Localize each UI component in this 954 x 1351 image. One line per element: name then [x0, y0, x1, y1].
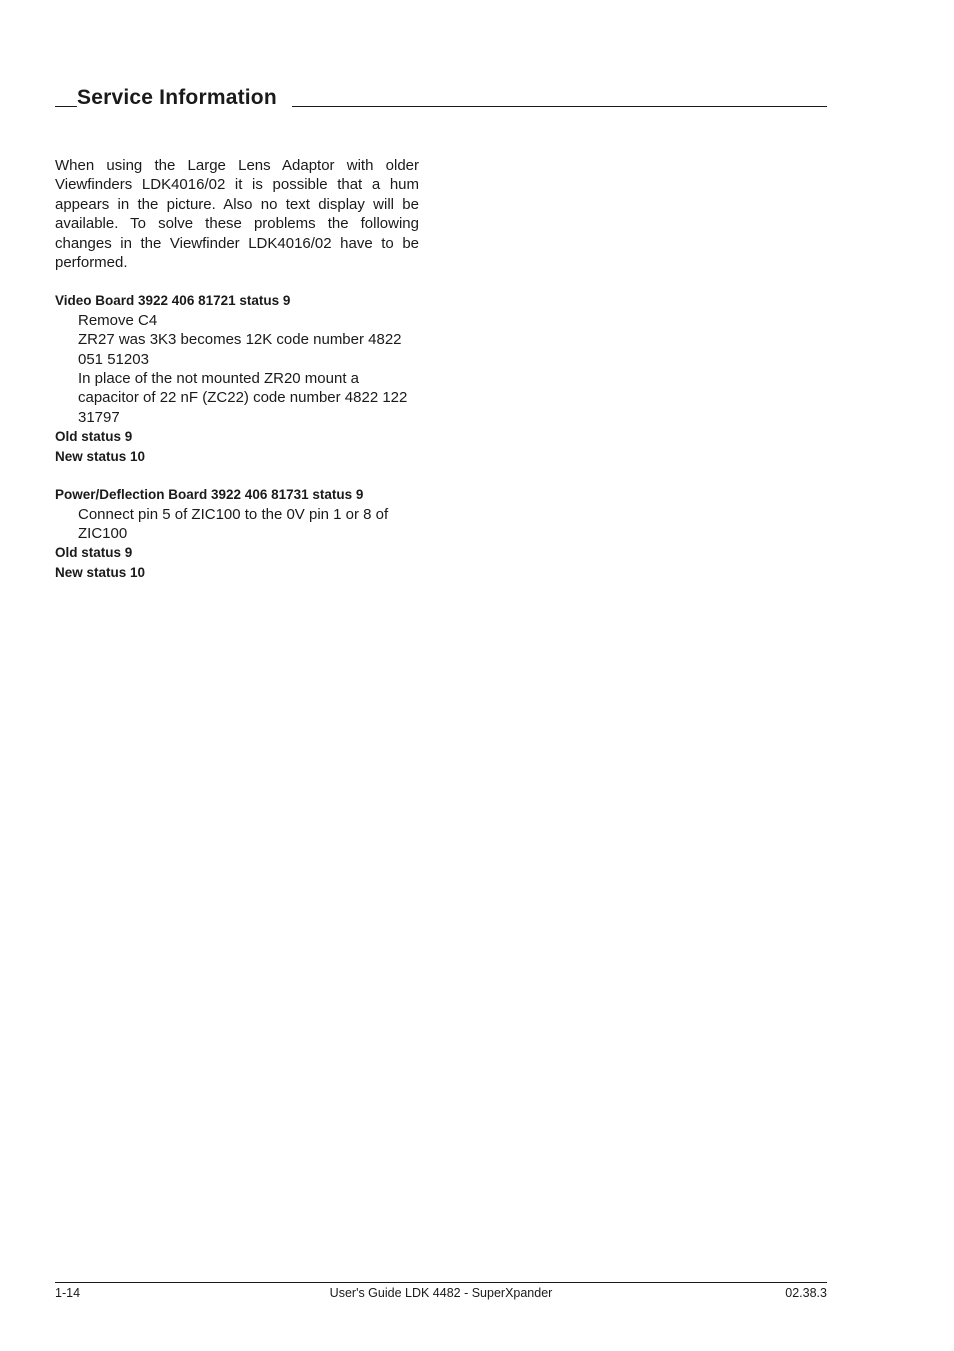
page-footer — [55, 1285, 827, 1303]
new-status: New status 10 — [55, 564, 146, 580]
step-item: ZR27 was 3K3 becomes 12K code number 4822 051 51203 — [78, 331, 402, 368]
intro-paragraph: When using the Large Lens Adaptor with older Viewfinders LDK4016/02 it is possible that a hum appears in the picture. Also no text display will be available. To solve these problems the following changes in the Viewfinder LDK4016/02 have to be performed. — [55, 157, 419, 272]
step-item: Remove C4 — [78, 311, 158, 329]
new-status: New status 10 — [55, 448, 146, 464]
old-status: Old status 9 — [55, 545, 133, 561]
header-lead-rule — [55, 106, 77, 107]
step-item: Connect pin 5 of ZIC100 to the 0V pin 1 or 8 of ZIC100 — [78, 505, 389, 542]
main-content — [55, 156, 419, 582]
section-heading: Video Board 3922 406 81721 status 9 — [55, 293, 291, 309]
section-video-board — [55, 291, 419, 466]
section-power-deflection-board — [55, 485, 419, 582]
page-number: 1-14 — [55, 1286, 81, 1300]
header-rule — [292, 106, 827, 107]
doc-code: 02.38.3 — [785, 1286, 827, 1300]
old-status: Old status 9 — [55, 429, 133, 445]
section-heading: Power/Deflection Board 3922 406 81731 status 9 — [55, 487, 364, 503]
section-spacer — [55, 466, 419, 485]
page-title: Service Information — [77, 86, 277, 109]
footer-rule — [55, 1282, 827, 1283]
step-item: In place of the not mounted ZR20 mount a capacitor of 22 nF (ZC22) code number 4822 122 31797 — [78, 370, 408, 426]
guide-title: User's Guide LDK 4482 - SuperXpander — [329, 1286, 553, 1300]
page-header — [55, 84, 827, 110]
